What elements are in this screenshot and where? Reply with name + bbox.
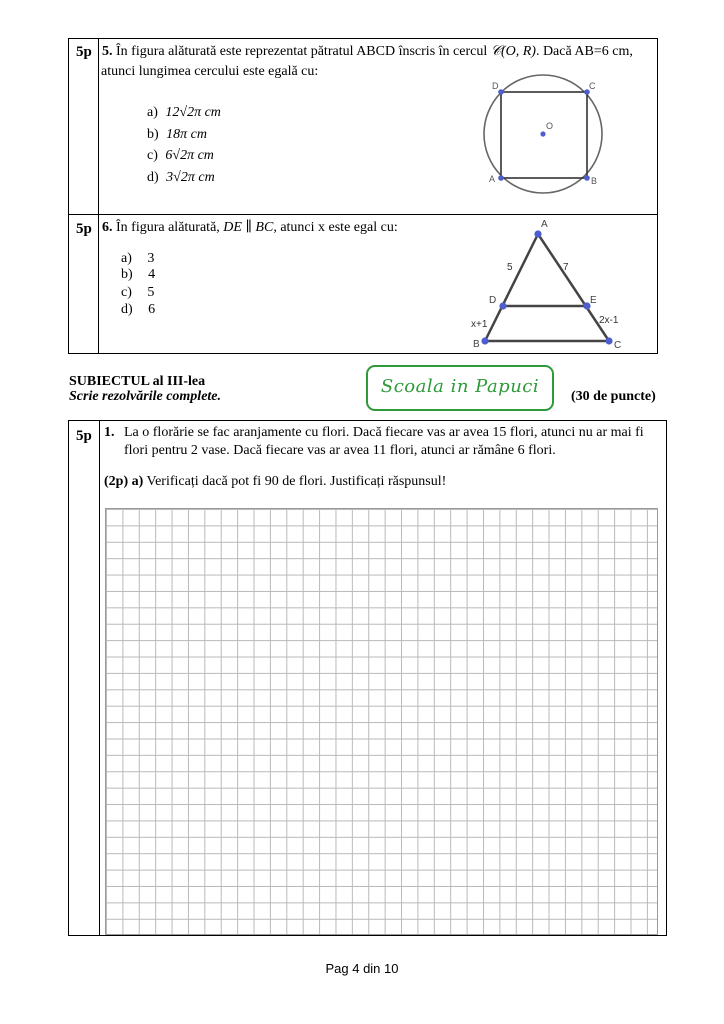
- q1-part-a-text: Verificați dacă pot fi 90 de flori. Justificați răspunsul!: [143, 474, 447, 489]
- answer-table-points-divider: [99, 420, 100, 936]
- page-number: Pag 4 din 10: [325, 961, 399, 976]
- q6-option-b-letter: b): [121, 267, 133, 282]
- point-a: [498, 175, 504, 181]
- q6-option-a-letter: a): [121, 251, 132, 266]
- q1-part-a-points: (2p) a): [104, 474, 144, 489]
- q1-number-label: 1.: [104, 425, 115, 440]
- q6-option-d-value: 6: [148, 302, 156, 317]
- q1-statement-line2: flori pentru 2 vase. Dacă fiecare vas ar avea 11 flori, atunci ar rămâne 6 flori.: [124, 443, 556, 458]
- label-ec-length: 2x-1: [599, 315, 619, 326]
- q6-number: 6.: [102, 220, 113, 235]
- q6-option-a-value: 3: [147, 251, 155, 266]
- q6-figure-triangle: [465, 214, 635, 354]
- label-o: O: [546, 121, 554, 131]
- q5-option-c: [147, 147, 214, 165]
- table-right-border: [657, 38, 658, 354]
- section-subtitle: Scrie rezolvările complete.: [69, 389, 222, 404]
- q5-math-circle: 𝒞(O, R): [490, 44, 536, 59]
- q5-option-b-letter: b): [147, 127, 159, 142]
- point-b: [481, 337, 488, 344]
- logo-text: Scoala in Papuci: [380, 376, 540, 397]
- answer-grid-area[interactable]: [105, 508, 658, 935]
- q6-text-a: În figura alăturată,: [116, 220, 224, 235]
- q5-number: 5.: [102, 44, 113, 59]
- q1-points: 5p: [76, 428, 92, 444]
- table-left-border: [68, 38, 69, 354]
- q6-math-parallel: DE ∥ BC: [223, 220, 274, 235]
- point-d: [499, 302, 506, 309]
- triangle-abc: [485, 234, 609, 341]
- answer-table-bottom-border: [68, 935, 667, 936]
- q6-option-c: [121, 284, 154, 302]
- label-b: B: [591, 176, 598, 186]
- q5-option-d-value: 3√2π cm: [166, 170, 215, 185]
- q1-part-a: [104, 473, 446, 491]
- point-o: [540, 131, 545, 136]
- answer-table-right-border: [666, 420, 667, 936]
- q5-option-a: [147, 104, 221, 122]
- q5-statement-line1: [102, 43, 662, 61]
- answer-table-top-border: [68, 420, 667, 421]
- point-b: [584, 175, 590, 181]
- q5-figure-square-in-circle: [470, 72, 620, 197]
- label-c: C: [614, 340, 622, 351]
- answer-table-left-border: [68, 420, 69, 936]
- label-b: B: [473, 339, 480, 350]
- point-d: [498, 89, 504, 95]
- scoala-in-papuci-logo: [366, 365, 554, 411]
- table-top-border: [68, 38, 658, 39]
- q1-number: [104, 424, 115, 442]
- label-e: E: [590, 295, 597, 306]
- q5-points: 5p: [76, 44, 92, 60]
- label-ad-length: 5: [507, 262, 513, 273]
- label-ae-length: 7: [563, 262, 569, 273]
- q6-statement: [102, 219, 398, 237]
- q5-statement-line2: atunci lungimea cercului este egală cu:: [101, 64, 319, 79]
- q6-points: 5p: [76, 221, 92, 237]
- label-d: D: [492, 81, 499, 91]
- q1-statement-line1: La o florărie se fac aranjamente cu flori. Dacă fiecare vas ar avea 15 flori, atunci nu ar mai fi: [124, 425, 644, 440]
- q6-option-c-letter: c): [121, 285, 132, 300]
- q5-option-b-value: 18π cm: [166, 127, 208, 142]
- section-title: SUBIECTUL al III-lea: [69, 374, 206, 389]
- label-a: A: [489, 174, 496, 184]
- q6-option-b: [121, 266, 155, 284]
- label-d: D: [489, 295, 497, 306]
- q5-option-d: [147, 169, 215, 187]
- label-a: A: [541, 219, 548, 230]
- point-a: [534, 230, 541, 237]
- section-points: (30 de puncte): [571, 389, 656, 404]
- q6-text-b: , atunci x este egal cu:: [273, 220, 398, 235]
- q5-option-b: [147, 126, 207, 144]
- q6-option-c-value: 5: [147, 285, 155, 300]
- q6-option-d-letter: d): [121, 302, 133, 317]
- label-db-length: x+1: [471, 319, 488, 330]
- q5-option-a-value: 12√2π cm: [165, 105, 221, 120]
- table-points-divider: [98, 38, 99, 354]
- q5-text-b: . Dacă AB=6 cm,: [535, 44, 633, 59]
- point-c: [605, 337, 612, 344]
- q5-option-d-letter: d): [147, 170, 159, 185]
- q6-option-b-value: 4: [148, 267, 156, 282]
- q6-option-d: [121, 301, 155, 319]
- q5-option-c-letter: c): [147, 148, 158, 163]
- q5-option-a-letter: a): [147, 105, 158, 120]
- q5-text-a: În figura alăturată este reprezentat pătratul ABCD înscris în cercul: [116, 44, 491, 59]
- q5-option-c-value: 6√2π cm: [165, 148, 214, 163]
- label-c: C: [589, 81, 596, 91]
